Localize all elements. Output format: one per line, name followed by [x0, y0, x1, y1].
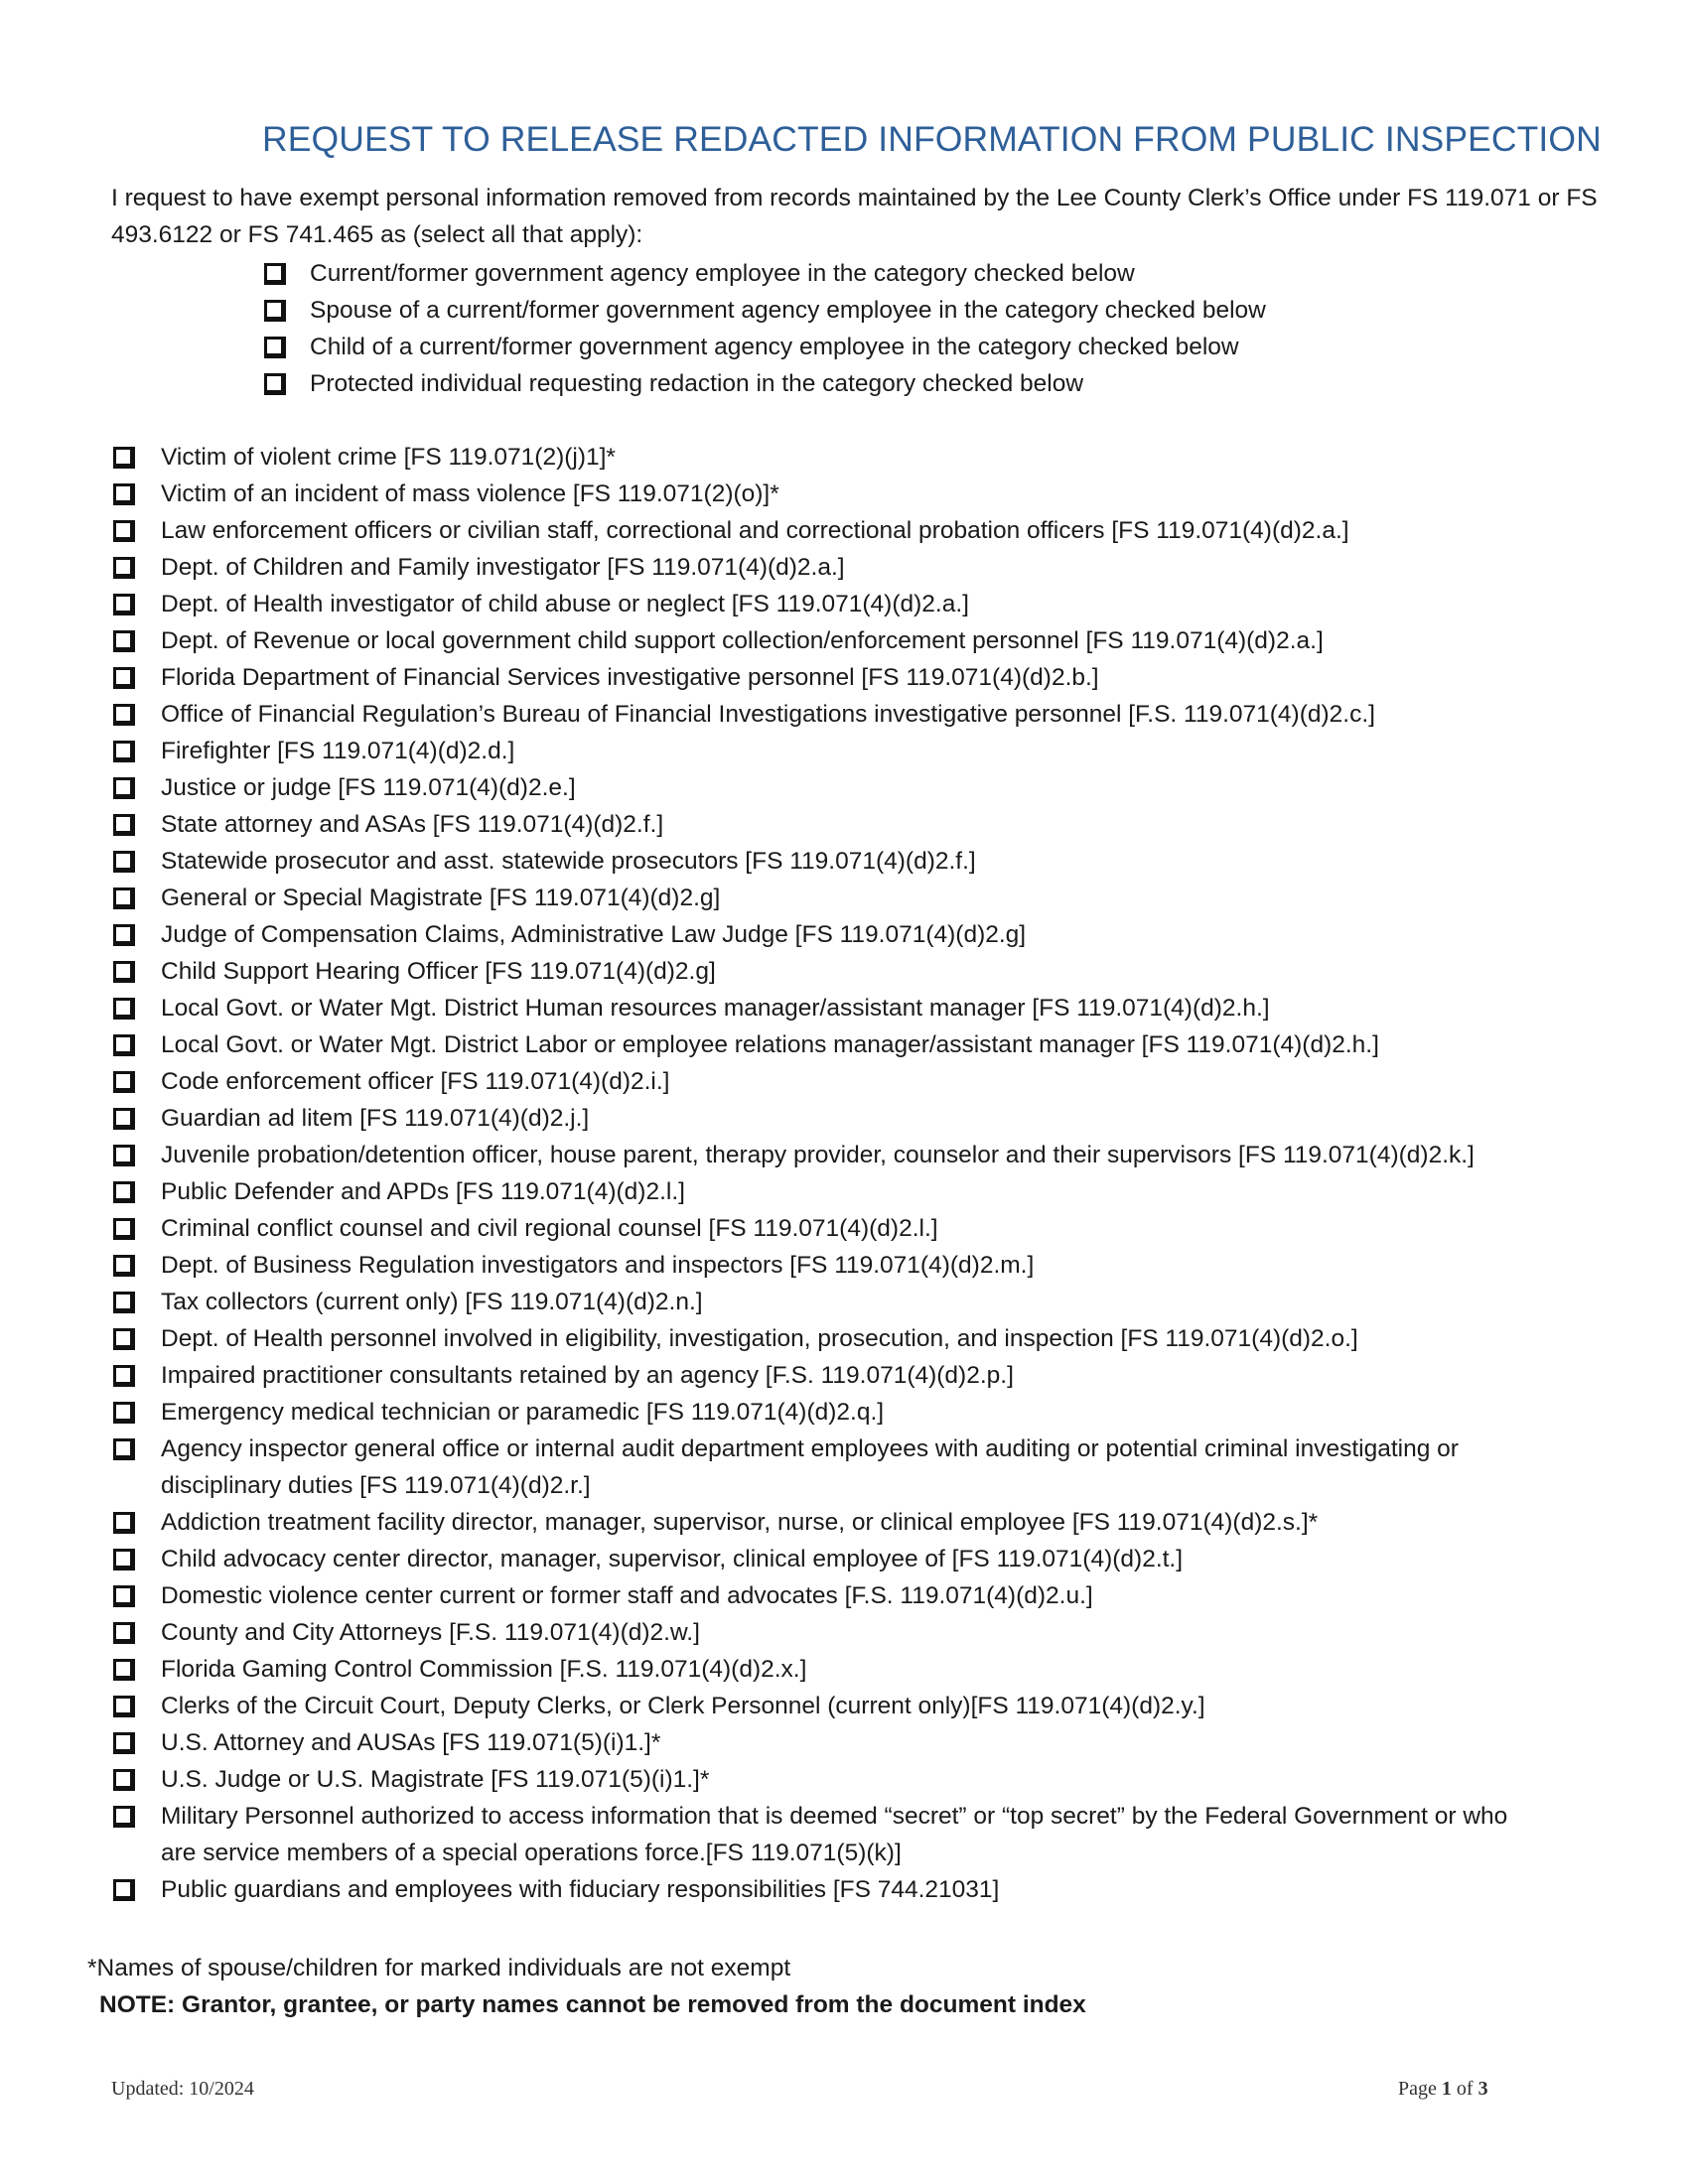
applicant-type-option[interactable]: Child of a current/former government agency employee in the category checked below: [264, 329, 1266, 365]
category-option[interactable]: Florida Gaming Control Commission [F.S. 119.071(4)(d)2.x.]: [113, 1651, 1583, 1688]
checkbox[interactable]: [264, 373, 286, 395]
intro-paragraph: I request to have exempt personal information removed from records maintained by the Lee County Clerk’s Office under FS 119.071 or FS 493.6122 or FS 741.465 as (select all that apply):: [111, 185, 1598, 248]
category-option[interactable]: Victim of an incident of mass violence [FS 119.071(2)(o)]*: [113, 476, 1583, 512]
checkbox[interactable]: [113, 1732, 135, 1754]
checkbox[interactable]: [113, 594, 135, 615]
checkbox[interactable]: [113, 1108, 135, 1130]
checkbox[interactable]: [113, 1659, 135, 1681]
checkbox[interactable]: [264, 263, 286, 285]
category-option[interactable]: Dept. of Children and Family investigator [FS 119.071(4)(d)2.a.]: [113, 549, 1583, 586]
category-option[interactable]: Law enforcement officers or civilian staff, correctional and correctional probation officers [FS 119.071(4)(d)2.a.]: [113, 512, 1583, 549]
checkbox[interactable]: [113, 1292, 135, 1313]
checkbox[interactable]: [113, 1034, 135, 1056]
checkbox[interactable]: [113, 741, 135, 762]
category-option[interactable]: Clerks of the Circuit Court, Deputy Clerks, or Clerk Personnel (current only)[FS 119.071(4)(d)2.y.]: [113, 1688, 1583, 1724]
checkbox[interactable]: [113, 1549, 135, 1570]
category-option[interactable]: Guardian ad litem [FS 119.071(4)(d)2.j.]: [113, 1100, 1583, 1137]
checkbox[interactable]: [113, 1622, 135, 1644]
category-option[interactable]: Dept. of Health investigator of child abuse or neglect [FS 119.071(4)(d)2.a.]: [113, 586, 1583, 622]
category-option[interactable]: Office of Financial Regulation’s Bureau of Financial Investigations investigative personnel [F.S. 119.071(4)(d)2.c.]: [113, 696, 1583, 733]
checkbox[interactable]: [113, 557, 135, 579]
category-option[interactable]: County and City Attorneys [F.S. 119.071(4)(d)2.w.]: [113, 1614, 1583, 1651]
category-list: [113, 439, 1583, 1908]
checkbox[interactable]: [113, 1696, 135, 1717]
category-option[interactable]: General or Special Magistrate [FS 119.071(4)(d)2.g]: [113, 880, 1583, 916]
category-option[interactable]: Statewide prosecutor and asst. statewide prosecutors [FS 119.071(4)(d)2.f.]: [113, 843, 1583, 880]
checkbox[interactable]: [113, 924, 135, 946]
category-option[interactable]: State attorney and ASAs [FS 119.071(4)(d)2.f.]: [113, 806, 1583, 843]
checkbox[interactable]: [113, 1365, 135, 1387]
category-option[interactable]: Impaired practitioner consultants retained by an agency [F.S. 119.071(4)(d)2.p.]: [113, 1357, 1583, 1394]
checkbox[interactable]: [113, 1769, 135, 1791]
checkbox[interactable]: [113, 704, 135, 726]
checkbox[interactable]: [113, 1512, 135, 1534]
checkbox[interactable]: [113, 630, 135, 652]
category-option[interactable]: Dept. of Business Regulation investigators and inspectors [FS 119.071(4)(d)2.m.]: [113, 1247, 1583, 1284]
checkbox[interactable]: [264, 300, 286, 322]
footnote: *Names of spouse/children for marked individuals are not exempt: [87, 1955, 791, 1981]
applicant-type-list: [264, 255, 1266, 402]
category-option[interactable]: Firefighter [FS 119.071(4)(d)2.d.]: [113, 733, 1583, 769]
checkbox[interactable]: [113, 1585, 135, 1607]
checkbox[interactable]: [113, 1438, 135, 1460]
checkbox[interactable]: [113, 1218, 135, 1240]
checkbox[interactable]: [264, 337, 286, 358]
category-option[interactable]: Juvenile probation/detention officer, house parent, therapy provider, counselor and their supervisors [FS 119.071(4)(d)2.k.]: [113, 1137, 1541, 1173]
category-option[interactable]: Addiction treatment facility director, manager, supervisor, nurse, or clinical employee [FS 119.071(4)(d)2.s.]*: [113, 1504, 1583, 1541]
category-option[interactable]: Judge of Compensation Claims, Administrative Law Judge [FS 119.071(4)(d)2.g]: [113, 916, 1583, 953]
checkbox[interactable]: [113, 447, 135, 469]
checkbox[interactable]: [113, 1806, 135, 1828]
category-option[interactable]: Criminal conflict counsel and civil regional counsel [FS 119.071(4)(d)2.l.]: [113, 1210, 1583, 1247]
category-option[interactable]: Public Defender and APDs [FS 119.071(4)(d)2.l.]: [113, 1173, 1583, 1210]
applicant-type-option[interactable]: Protected individual requesting redaction in the category checked below: [264, 365, 1266, 402]
current-page: 1: [1441, 2078, 1452, 2100]
category-option[interactable]: Military Personnel authorized to access information that is deemed “secret” or “top secret” by the Federal Government or who are service members of a special operations force.[FS 119.071(5)(k)]: [113, 1798, 1541, 1871]
updated-date: Updated: 10/2024: [111, 2078, 254, 2100]
category-option[interactable]: Code enforcement officer [FS 119.071(4)(d)2.i.]: [113, 1063, 1583, 1100]
checkbox[interactable]: [113, 998, 135, 1020]
applicant-type-option[interactable]: Current/former government agency employee in the category checked below: [264, 255, 1266, 292]
category-option[interactable]: Florida Department of Financial Services investigative personnel [FS 119.071(4)(d)2.b.]: [113, 659, 1583, 696]
checkbox[interactable]: [113, 520, 135, 542]
category-option[interactable]: Emergency medical technician or paramedic [FS 119.071(4)(d)2.q.]: [113, 1394, 1583, 1431]
checkbox[interactable]: [113, 1181, 135, 1203]
category-option[interactable]: Dept. of Revenue or local government child support collection/enforcement personnel [FS 119.071(4)(d)2.a.]: [113, 622, 1583, 659]
category-option[interactable]: Agency inspector general office or internal audit department employees with auditing or potential criminal investigating or disciplinary duties [FS 119.071(4)(d)2.r.]: [113, 1431, 1541, 1504]
category-option[interactable]: Tax collectors (current only) [FS 119.071(4)(d)2.n.]: [113, 1284, 1583, 1320]
page-number: Page 1 of 3: [1398, 2078, 1488, 2100]
category-option[interactable]: Child advocacy center director, manager, supervisor, clinical employee of [FS 119.071(4)(d)2.t.]: [113, 1541, 1583, 1577]
category-option[interactable]: Local Govt. or Water Mgt. District Human resources manager/assistant manager [FS 119.071(4)(d)2.h.]: [113, 990, 1583, 1026]
checkbox[interactable]: [113, 887, 135, 909]
category-option[interactable]: Domestic violence center current or former staff and advocates [F.S. 119.071(4)(d)2.u.]: [113, 1577, 1583, 1614]
checkbox[interactable]: [113, 1402, 135, 1424]
checkbox[interactable]: [113, 1879, 135, 1901]
category-option[interactable]: Justice or judge [FS 119.071(4)(d)2.e.]: [113, 769, 1583, 806]
category-option[interactable]: Local Govt. or Water Mgt. District Labor or employee relations manager/assistant manager [FS 119.071(4)(d)2.h.]: [113, 1026, 1583, 1063]
checkbox[interactable]: [113, 851, 135, 873]
category-option[interactable]: Victim of violent crime [FS 119.071(2)(j)1]*: [113, 439, 1583, 476]
category-option[interactable]: Dept. of Health personnel involved in eligibility, investigation, prosecution, and inspection [FS 119.071(4)(d)2.o.]: [113, 1320, 1583, 1357]
category-option[interactable]: Public guardians and employees with fiduciary responsibilities [FS 744.21031]: [113, 1871, 1583, 1908]
checkbox[interactable]: [113, 1328, 135, 1350]
checkbox[interactable]: [113, 1145, 135, 1166]
index-note: NOTE: Grantor, grantee, or party names cannot be removed from the document index: [99, 1991, 1086, 2018]
total-pages: 3: [1477, 2078, 1488, 2100]
checkbox[interactable]: [113, 961, 135, 983]
category-option[interactable]: U.S. Judge or U.S. Magistrate [FS 119.071(5)(i)1.]*: [113, 1761, 1583, 1798]
checkbox[interactable]: [113, 667, 135, 689]
checkbox[interactable]: [113, 1071, 135, 1093]
checkbox[interactable]: [113, 777, 135, 799]
checkbox[interactable]: [113, 814, 135, 836]
checkbox[interactable]: [113, 1255, 135, 1277]
applicant-type-option[interactable]: Spouse of a current/former government agency employee in the category checked below: [264, 292, 1266, 329]
page-title: REQUEST TO RELEASE REDACTED INFORMATION FROM PUBLIC INSPECTION: [262, 119, 1602, 159]
category-option[interactable]: Child Support Hearing Officer [FS 119.071(4)(d)2.g]: [113, 953, 1583, 990]
checkbox[interactable]: [113, 483, 135, 505]
category-option[interactable]: U.S. Attorney and AUSAs [FS 119.071(5)(i)1.]*: [113, 1724, 1583, 1761]
